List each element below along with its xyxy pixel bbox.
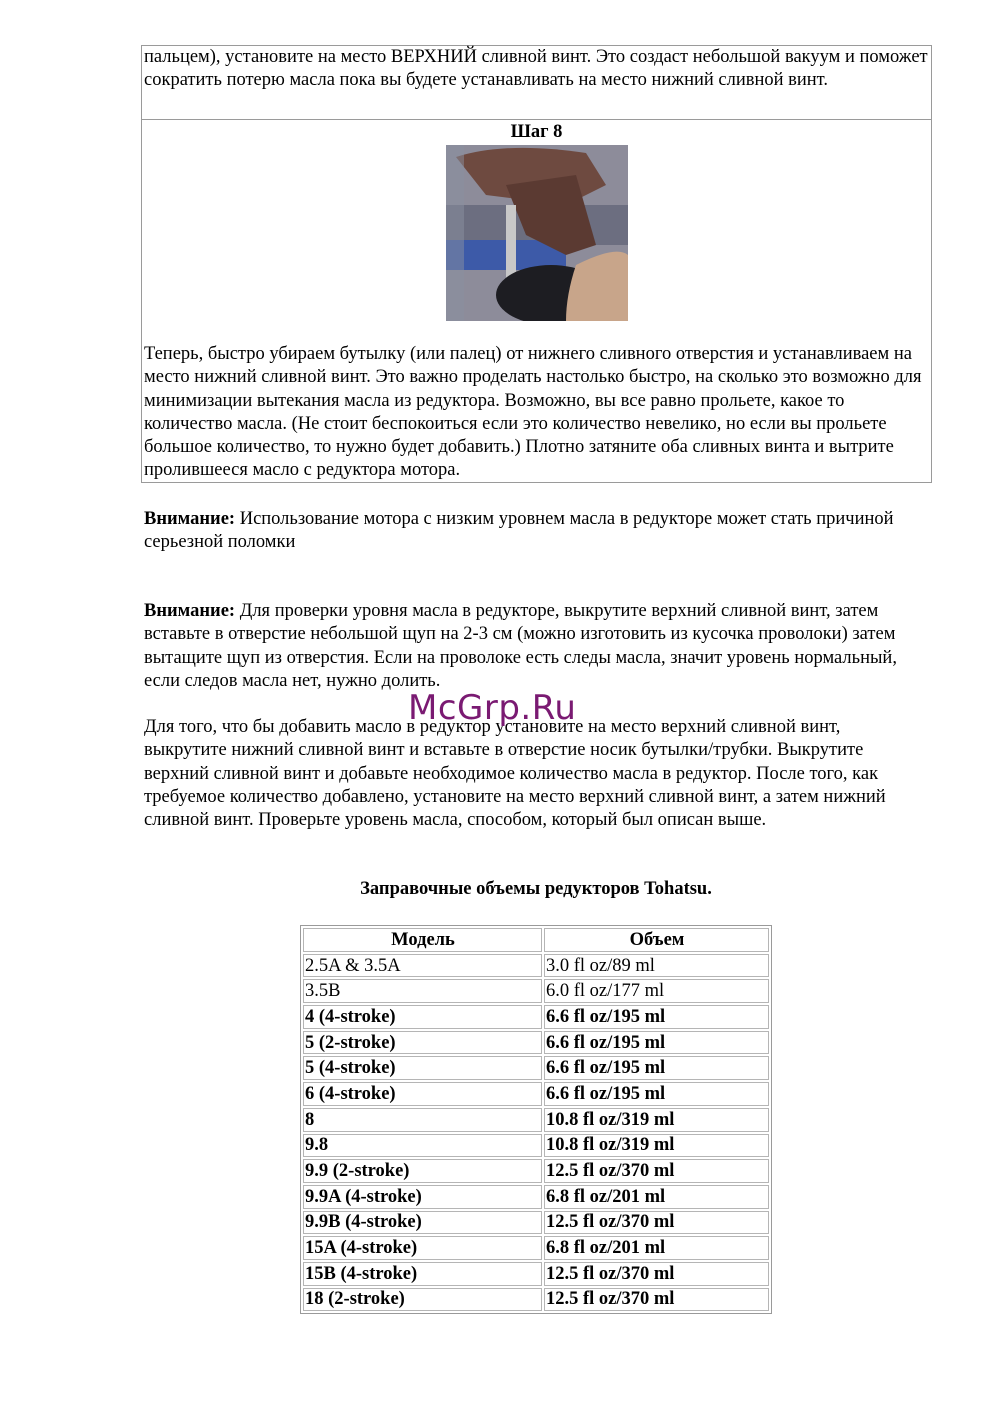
volume-cell: 3.0 fl oz/89 ml bbox=[544, 954, 769, 978]
model-cell: 15B (4-stroke) bbox=[303, 1262, 542, 1286]
warning-paragraph-1 bbox=[144, 508, 934, 555]
volume-cell: 12.5 fl oz/370 ml bbox=[544, 1211, 769, 1235]
table-header-row bbox=[303, 928, 769, 952]
warning-text-1: Использование мотора с низким уровнем масла в редукторе может стать причиной серьезной поломки bbox=[144, 509, 894, 553]
model-cell: 3.5B bbox=[303, 979, 542, 1003]
model-cell: 8 bbox=[303, 1108, 542, 1132]
volume-cell: 6.6 fl oz/195 ml bbox=[544, 1056, 769, 1080]
table-row bbox=[303, 1236, 769, 1260]
header-volume: Объем bbox=[544, 928, 769, 952]
warning-label-1: Внимание: bbox=[144, 509, 236, 529]
step-title: Шаг 8 bbox=[510, 122, 563, 142]
table-body bbox=[303, 954, 769, 1312]
table-row bbox=[303, 1185, 769, 1209]
volume-cell: 12.5 fl oz/370 ml bbox=[544, 1262, 769, 1286]
gearcase-photo-illustration bbox=[446, 145, 628, 321]
table-row bbox=[303, 1082, 769, 1106]
model-cell: 2.5A & 3.5A bbox=[303, 954, 542, 978]
volume-cell: 6.8 fl oz/201 ml bbox=[544, 1236, 769, 1260]
table-row bbox=[303, 1056, 769, 1080]
table-row bbox=[303, 979, 769, 1003]
volume-cell: 12.5 fl oz/370 ml bbox=[544, 1159, 769, 1183]
model-cell: 6 (4-stroke) bbox=[303, 1082, 542, 1106]
table-row bbox=[303, 954, 769, 978]
table-row bbox=[303, 1288, 769, 1312]
gearcase-photo bbox=[446, 145, 628, 321]
header-model: Модель bbox=[303, 928, 542, 952]
add-oil-paragraph: Для того, что бы добавить масло в редуктор установите на место верхний сливной винт, выкрутите нижний сливной винт и вставьте в отверстие носик бутылки/трубки. Выкрутите верхний сливной винт и добавьте необходимое количество масла в редуктор. После того, как требуемое количество добавлено, установите на место верхний сливной винт, а затем нижний сливной винт. Проверьте уровень масла, способом, который был описан выше. bbox=[144, 717, 886, 831]
model-cell: 5 (4-stroke) bbox=[303, 1056, 542, 1080]
volume-cell: 6.6 fl oz/195 ml bbox=[544, 1082, 769, 1106]
model-cell: 9.9B (4-stroke) bbox=[303, 1211, 542, 1235]
model-cell: 18 (2-stroke) bbox=[303, 1288, 542, 1312]
table-row bbox=[303, 1108, 769, 1132]
model-cell: 15A (4-stroke) bbox=[303, 1236, 542, 1260]
volume-cell: 6.0 fl oz/177 ml bbox=[544, 979, 769, 1003]
model-cell: 9.9A (4-stroke) bbox=[303, 1185, 542, 1209]
warning-paragraph-2 bbox=[144, 600, 934, 693]
watermark-logo: McGrp.Ru bbox=[408, 688, 577, 728]
volume-cell: 10.8 fl oz/319 ml bbox=[544, 1108, 769, 1132]
table-caption: Заправочные объемы редукторов Tohatsu. bbox=[360, 879, 712, 899]
volume-cell: 10.8 fl oz/319 ml bbox=[544, 1134, 769, 1158]
table-row bbox=[303, 1262, 769, 1286]
volume-cell: 12.5 fl oz/370 ml bbox=[544, 1288, 769, 1312]
volume-cell: 6.8 fl oz/201 ml bbox=[544, 1185, 769, 1209]
model-cell: 5 (2-stroke) bbox=[303, 1031, 542, 1055]
model-cell: 4 (4-stroke) bbox=[303, 1005, 542, 1029]
table-row bbox=[303, 1031, 769, 1055]
volume-cell: 6.6 fl oz/195 ml bbox=[544, 1031, 769, 1055]
table-row bbox=[303, 1134, 769, 1158]
step-text: Теперь, быстро убираем бутылку (или палец) от нижнего сливного отверстия и устанавливаем на место нижний сливной винт. Это важно проделать настолько быстро, на сколько это возможно для минимизации вытекания масла из редуктора. Возможно, вы все равно прольете, какое то количество масла. (Не стоит беспокоиться если это количество невелико, но если вы прольете большое количество, то нужно будет добавить.) Плотно затяните оба сливных винта и вытрите пролившееся масло с редуктора мотора. bbox=[144, 344, 922, 481]
instruction-text-top: пальцем), установите на место ВЕРХНИЙ сливной винт. Это создаст небольшой вакуум и поможет сократить потерю масла пока вы будете устанавливать на место нижний сливной винт. bbox=[144, 47, 928, 91]
step-cell bbox=[141, 119, 932, 483]
table-row bbox=[303, 1159, 769, 1183]
model-cell: 9.8 bbox=[303, 1134, 542, 1158]
volume-cell: 6.6 fl oz/195 ml bbox=[544, 1005, 769, 1029]
warning-text-2: Для проверки уровня масла в редукторе, выкрутите верхний сливной винт, затем вставьте в отверстие небольшой щуп на 2-3 см (можно изготовить из кусочка проволоки) затем вытащите щуп из отверстия. Если на проволоке есть следы масла, значит уровень нормальный, если следов масла нет, нужно долить. bbox=[144, 601, 897, 691]
warning-label-2: Внимание: bbox=[144, 601, 236, 621]
instruction-cell-top bbox=[141, 45, 932, 120]
volume-table bbox=[300, 925, 772, 1314]
model-cell: 9.9 (2-stroke) bbox=[303, 1159, 542, 1183]
table-row bbox=[303, 1211, 769, 1235]
table-row bbox=[303, 1005, 769, 1029]
